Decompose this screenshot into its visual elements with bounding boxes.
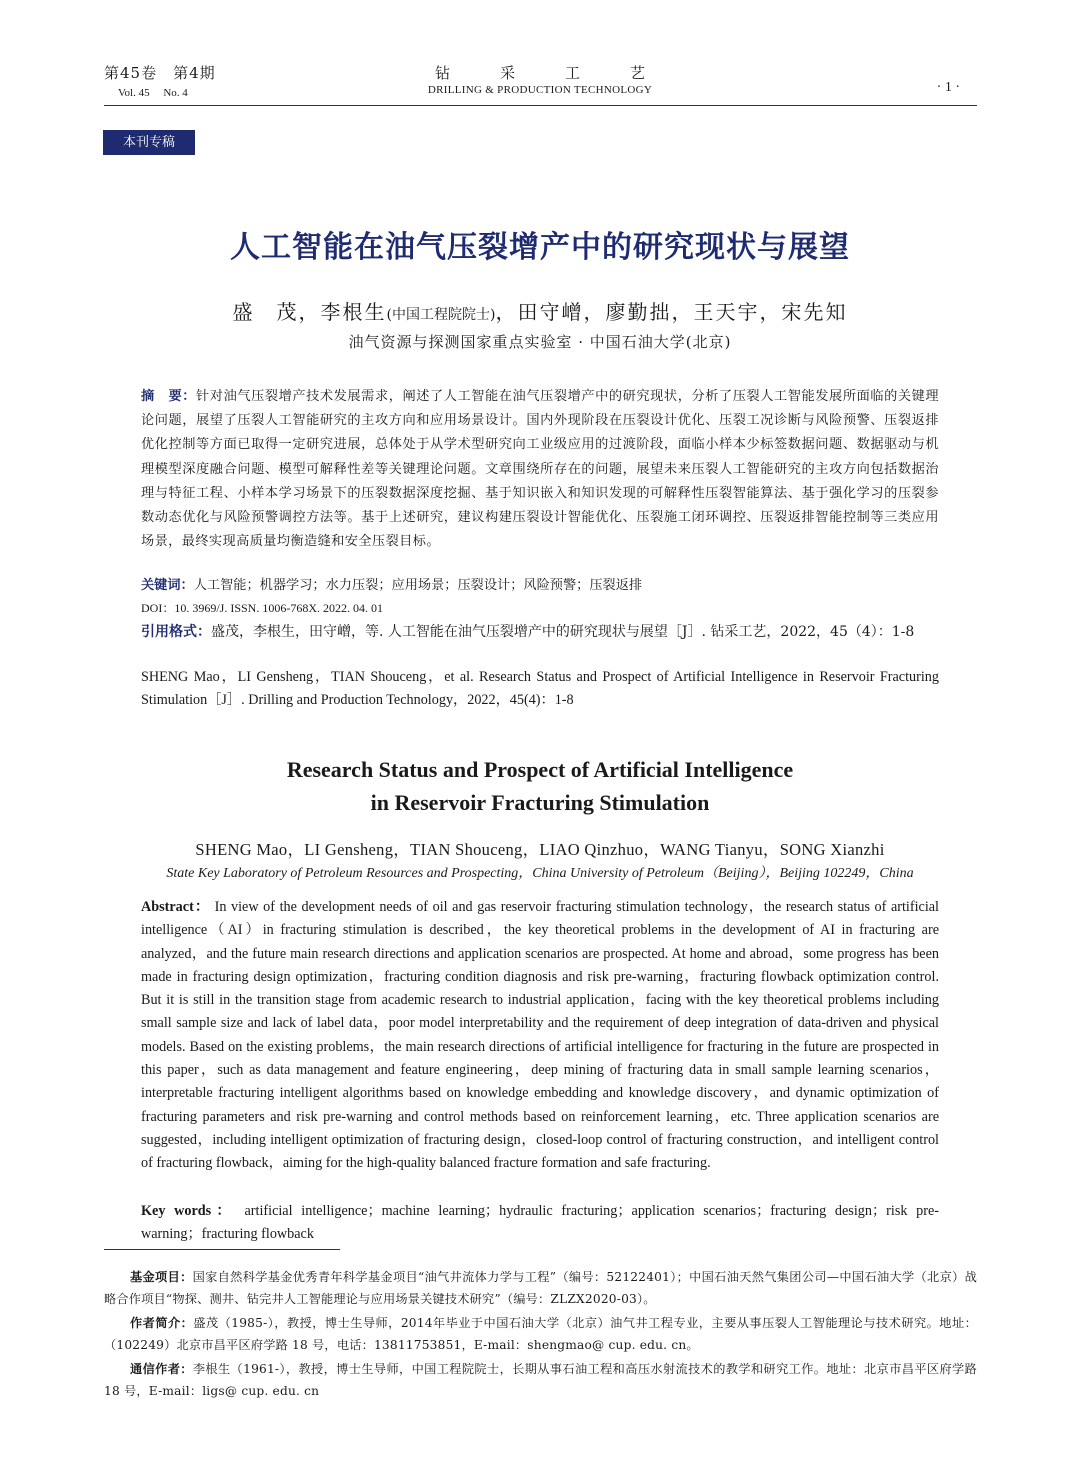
footnote-author-text: 盛茂（1985-），教授，博士生导师，2014年毕业于中国石油大学（北京）油气井工程专业，主要从事压裂人工智能理论与技术研究。地址：（102249）北京市昌平区府学路 18 号，电话：13811753851，E-mail：shengmao@ cup. edu. cn。 xyxy=(104,1316,977,1352)
citation-cn xyxy=(141,621,941,643)
footnote-corr-text: 李根生（1961-），教授，博士生导师，中国工程院院士，长期从事石油工程和高压水射流技术的教学和研究工作。地址：北京市昌平区府学路 18 号，E-mail：ligs@ cup. edu. cn xyxy=(104,1362,977,1398)
citation-cn-text: 盛茂，李根生，田守嶒，等. 人工智能在油气压裂增产中的研究现状与展望［J］. 钻采工艺，2022，45（4）：1-8 xyxy=(211,624,915,640)
page-number: · 1 · xyxy=(936,80,960,95)
keywords-cn-label: 关键词： xyxy=(141,578,194,593)
footnote-fund-label: 基金项目： xyxy=(130,1270,193,1284)
affiliation-cn: 油气资源与探测国家重点实验室 · 中国石油大学(北京) xyxy=(348,333,732,351)
abstract-en-label: Abstract： xyxy=(141,899,211,915)
keywords-cn xyxy=(141,576,939,596)
abstract-cn-text: 针对油气压裂增产技术发展需求，阐述了人工智能在油气压裂增产中的研究现状，分析了压裂人工智能发展所面临的关键理论问题，展望了压裂人工智能研究的主攻方向和应用场景设计。国内外现阶段在压裂设计优化、压裂工况诊断与风险预警、压裂返排优化控制等方面已取得一定研究进展，总体处于从学术型研究向工业级应用的过渡阶段，面临小样本少标签数据问题、数据驱动与机理模型深度融合问题、模型可解释性差等关键理论问题。文章围绕所存在的问题，展望未来压裂人工智能研究的主攻方向包括数据治理与特征工程、小样本学习场景下的压裂数据深度挖掘、基于知识嵌入和知识发现的可解释性压裂智能算法、基于强化学习的压裂参数动态优化与风险预警调控方法等。基于上述研究，建议构建压裂设计智能优化、压裂施工闭环调控、压裂返排智能控制等三类应用场景，最终实现高质量均衡造缝和安全压裂目标。 xyxy=(141,389,939,550)
footnote-corr-label: 通信作者： xyxy=(130,1362,193,1376)
citation-en: SHENG Mao，LI Gensheng，TIAN Shouceng，et al. Research Status and Prospect of Artificial Intelligence in Reservoir Fracturing Stimulation［J］. Drilling and Production Technology，2022，45(4)：1-8 xyxy=(141,669,939,708)
page-title-cn: 人工智能在油气压裂增产中的研究现状与展望 xyxy=(230,230,850,265)
page-title-en xyxy=(0,753,1080,819)
authors-cn-part1: 盛 茂，李根生 xyxy=(232,300,387,324)
title-en-line1: Research Status and Prospect of Artificial Intelligence xyxy=(286,757,794,782)
keywords-en-text: artificial intelligence；machine learning；hydraulic fracturing；application scenarios；fracturing design；risk pre-warning；fracturing flowback xyxy=(141,1203,939,1243)
journal-name-cn: 钻采工艺 xyxy=(434,64,695,82)
authors-cn-note: (中国工程院院士) xyxy=(386,307,496,323)
footnote-corresponding xyxy=(104,1358,977,1402)
title-en-line2: in Reservoir Fracturing Stimulation xyxy=(370,790,710,815)
keywords-en-label: Key words： xyxy=(141,1203,236,1219)
footnote-fund xyxy=(104,1266,977,1310)
abstract-en xyxy=(141,896,939,1176)
keywords-en xyxy=(141,1200,939,1247)
volume-issue-en: Vol. 45 No. 4 xyxy=(118,87,188,99)
footnote-rule xyxy=(104,1249,340,1250)
abstract-cn xyxy=(141,385,939,554)
volume-issue-cn: 第45卷 第4期 xyxy=(104,64,216,82)
footnote-fund-text: 国家自然科学基金优秀青年科学基金项目“油气井流体力学与工程”（编号：52122401）；中国石油天然气集团公司—中国石油大学（北京）战略合作项目“物探、测井、钻完井人工智能理论与应用场景关键技术研究”（编号：ZLZX2020-03）。 xyxy=(104,1270,977,1306)
authors-cn-part2: ，田守嶒，廖勤拙，王天宇，宋先知 xyxy=(495,300,848,324)
header-rule xyxy=(104,105,977,106)
keywords-cn-text: 人工智能；机器学习；水力压裂；应用场景；压裂设计；风险预警；压裂返排 xyxy=(193,578,643,593)
abstract-en-text: In view of the development needs of oil and gas reservoir fracturing stimulation technology，the research status of artificial intelligence（AI）in fracturing stimulation is described，the key theoretical problems in the development of AI in fracturing are analyzed，and the future main research directions and application scenarios are prospected. At home and abroad，some progress has been made in fracturing design optimization，fracturing condition diagnosis and risk pre-warning，fracturing flowback optimization control. But it is still in the transition stage from academic research to industrial application，facing with the key theoretical problems including small sample size and lack of label data，poor model interpretability and the requirement of deep integration of data-driven and physical models. Based on the existing problems，the main research directions of artificial intelligence for fracturing in the future are prospected in this paper，such as data management and feature engineering，deep mining of fracturing data in small sample learning scenarios，interpretable fracturing intelligent algorithms based on knowledge embedding and knowledge discovery，and dynamic optimization of fracturing parameters and risk pre-warning and control methods based on reinforcement learning，etc. Three application scenarios are suggested，including intelligent optimization of fracturing design，closed-loop control of fracturing construction，and intelligent control of fracturing flowback，aiming for the high-quality balanced fracture formation and safe fracturing. xyxy=(141,899,940,1172)
authors-cn xyxy=(0,296,1080,325)
authors-en: SHENG Mao，LI Gensheng，TIAN Shouceng，LIAO Qinzhuo，WANG Tianyu，SONG Xianzhi xyxy=(195,840,885,859)
citation-cn-label: 引用格式： xyxy=(141,624,211,640)
affiliation-en: State Key Laboratory of Petroleum Resources and Prospecting，China University of Petroleum（Beijing），Beijing 102249，China xyxy=(166,866,914,881)
doi: DOI：10. 3969/J. ISSN. 1006-768X. 2022. 04. 01 xyxy=(141,601,384,615)
footnote-author-label: 作者简介： xyxy=(130,1316,194,1330)
footnote-author xyxy=(104,1312,977,1356)
abstract-cn-label: 摘 要： xyxy=(141,389,197,404)
journal-name-en: DRILLING & PRODUCTION TECHNOLOGY xyxy=(427,84,653,96)
column-tag: 本刊专稿 xyxy=(103,130,195,155)
